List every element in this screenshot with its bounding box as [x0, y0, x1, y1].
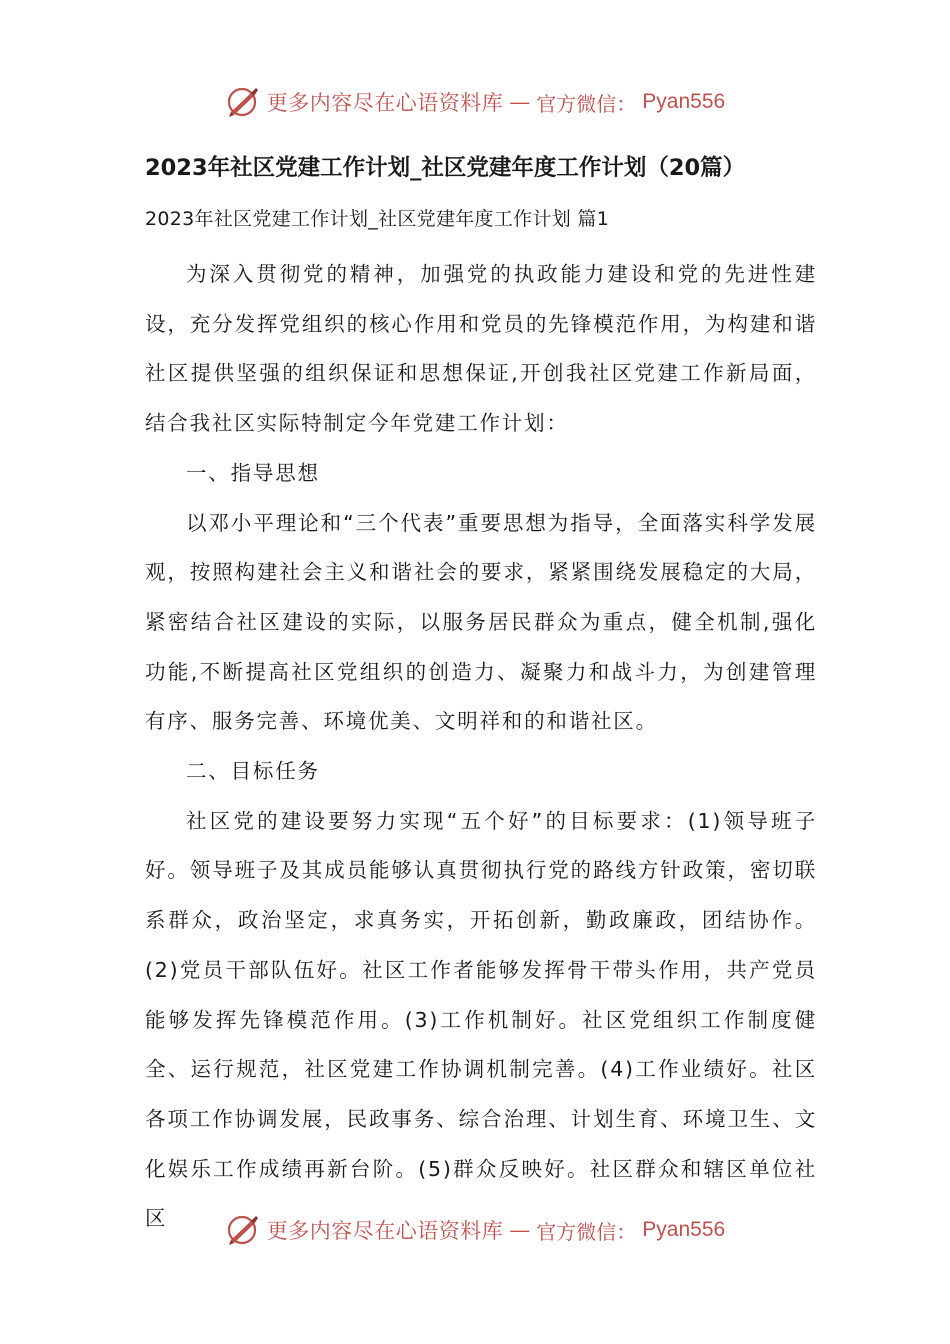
watermark-dash: —	[509, 1218, 531, 1242]
watermark-label: 官方微信：	[536, 91, 637, 116]
document-body	[145, 250, 817, 1244]
watermark-wechat-id: Pyan556	[642, 90, 726, 113]
watermark-text: 更多内容尽在心语资料库	[266, 1219, 504, 1243]
footer-watermark	[0, 1208, 950, 1252]
paragraph-goals: 社区党的建设要努力实现“五个好”的目标要求：(1)领导班子好。领导班子及其成员能够认真贯彻执行党的路线方针政策，密切联系群众，政治坚定，求真务实，开拓创新，勤政廉政，团结协作。(2)党员干部队伍好。社区工作者能够发挥骨干带头作用，共产党员能够发挥先锋模范作用。(3)工作机制好。社区党组织工作制度健全、运行规范，社区党建工作协调机制完善。(4)工作业绩好。社区各项工作协调发展，民政事务、综合治理、计划生育、环境卫生、文化娱乐工作成绩再新台阶。(5)群众反映好。社区群众和辖区单位社区	[145, 808, 817, 1231]
watermark-wechat-id: Pyan556	[642, 1218, 726, 1241]
watermark-label: 官方微信：	[536, 1219, 637, 1244]
pen-logo-icon	[225, 84, 261, 120]
section-heading-goals: 二、目标任务	[186, 759, 320, 784]
document-subtitle: 2023年社区党建工作计划_社区党建年度工作计划 篇1	[145, 208, 610, 230]
paragraph-intro: 为深入贯彻党的精神，加强党的执政能力建设和党的先进性建设，充分发挥党组织的核心作用和党员的先锋模范作用，为构建和谐社区提供坚强的组织保证和思想保证,开创我社区党建工作新局面，结合我社区实际特制定今年党建工作计划：	[145, 262, 817, 436]
pen-logo-icon	[225, 1212, 261, 1248]
watermark-text: 更多内容尽在心语资料库	[266, 91, 504, 115]
watermark-dash: —	[509, 90, 531, 114]
document-title: 2023年社区党建工作计划_社区党建年度工作计划（20篇）	[145, 155, 746, 181]
section-heading-guiding-ideology: 一、指导思想	[186, 460, 320, 485]
paragraph-guiding-ideology: 以邓小平理论和“三个代表”重要思想为指导，全面落实科学发展观，按照构建社会主义和谐社会的要求，紧紧围绕发展稳定的大局，紧密结合社区建设的实际，以服务居民群众为重点，健全机制,强化功能,不断提高社区党组织的创造力、凝聚力和战斗力，为创建管理有序、服务完善、环境优美、文明祥和的和谐社区。	[145, 510, 817, 734]
header-watermark	[0, 80, 950, 124]
